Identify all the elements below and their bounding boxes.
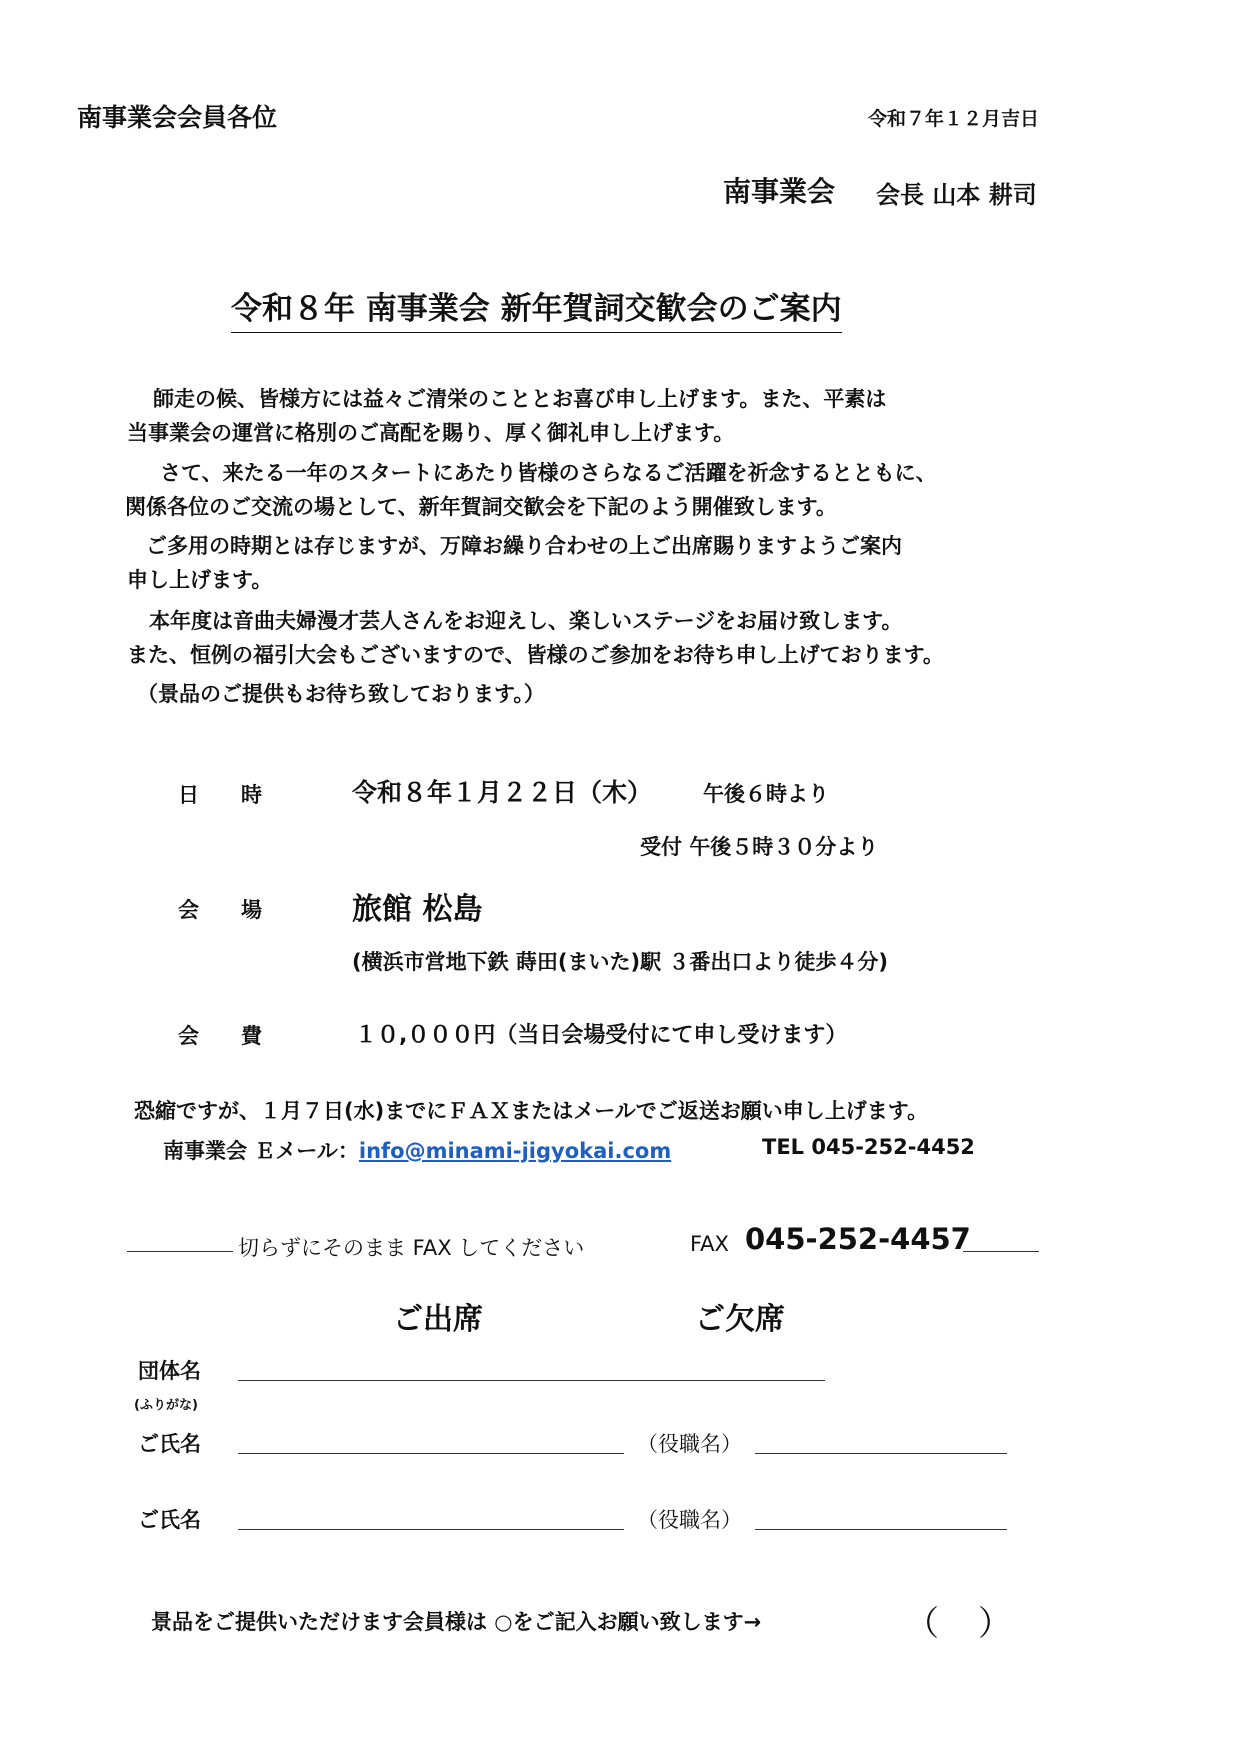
body-line-3: さて、来たる一年のスタートにあたり皆様のさらなるご活躍を祈念するとともに、 [160,461,937,485]
body-line-5: ご多用の時期とは存じますが、万障お繰り合わせの上ご出席賜りますようご案内 [146,534,902,558]
body-line-7: 本年度は音曲夫婦漫才芸人さんをお迎えし、楽しいステージをお届け致します。 [149,609,903,633]
group-label: 団体名 [138,1359,201,1383]
body-line-6: 申し上げます。 [127,568,273,592]
fax-instruction: 切らずにそのまま FAX してください [238,1236,585,1260]
furigana-label: (ふりがな) [134,1398,198,1413]
body-line-2: 当事業会の運営に格別のご高配を賜り、厚く御礼申し上げます。 [127,421,735,445]
attend-option[interactable]: ご出席 [393,1302,483,1337]
name-field-1[interactable] [238,1453,624,1454]
datetime-label: 日 時 [178,783,262,807]
prize-paren-open: （ [905,1604,939,1644]
fee-value: １０,０００円（当日会場受付にて申し受けます） [355,1023,848,1048]
page-title: 令和８年 南事業会 新年賀詞交歓会のご案内 [231,283,842,333]
sender-org: 南事業会 [723,175,836,208]
reception-time: 受付 午後５時３０分より [640,835,879,859]
position-field-1[interactable] [755,1453,1007,1454]
email-link[interactable]: info@minami-jigyokai.com [358,1139,672,1163]
tel-number: TEL 045-252-4452 [762,1135,975,1159]
contact-line [163,1135,671,1165]
name-field-2[interactable] [238,1529,624,1530]
name-label-1: ご氏名 [138,1432,201,1456]
position-field-2[interactable] [755,1529,1007,1530]
venue-access: (横浜市営地下鉄 蒔田(まいた)駅 ３番出口より徒歩４分) [352,950,889,974]
position-label-1: （役職名） [637,1432,742,1456]
body-line-9: （景品のご提供もお待ち致しております。） [137,682,545,706]
datetime-time: 午後６時より [703,782,829,806]
fax-number: 045-252-4457 [745,1222,971,1256]
body-line-1: 師走の候、皆様方には益々ご清栄のこととお喜び申し上げます。また、平素は [153,387,887,411]
name-label-2: ご氏名 [138,1508,201,1532]
sender-person: 会長 山本 耕司 [876,181,1037,209]
divider [963,1251,1039,1252]
issue-date: 令和７年１２月吉日 [868,108,1040,130]
datetime-main: 令和８年１月２２日（木） [352,778,653,807]
recipients: 南事業会会員各位 [77,103,278,132]
reply-request: 恐縮ですが、１月７日(水)までにＦＡＸまたはメールでご返送お願い申し上げます。 [134,1099,929,1123]
fee-label: 会 費 [178,1024,262,1048]
venue-label: 会 場 [178,898,262,922]
divider [127,1251,233,1252]
fax-label: FAX [690,1232,729,1256]
prize-paren-close: ） [978,1604,1012,1644]
group-name-field[interactable] [238,1380,825,1381]
venue-name: 旅館 松島 [352,892,483,927]
body-line-4: 関係各位のご交流の場として、新年賀詞交歓会を下記のよう開催致します。 [125,495,837,519]
prize-note: 景品をご提供いただけます会員様は ○をご記入お願い致します→ [151,1610,762,1634]
position-label-2: （役職名） [637,1508,742,1532]
body-line-8: また、恒例の福引大会もございますので、皆様のご参加をお待ち申し上げております。 [127,643,944,667]
absent-option[interactable]: ご欠席 [695,1302,785,1337]
email-prefix: 南事業会 Ｅメール： [163,1139,359,1163]
